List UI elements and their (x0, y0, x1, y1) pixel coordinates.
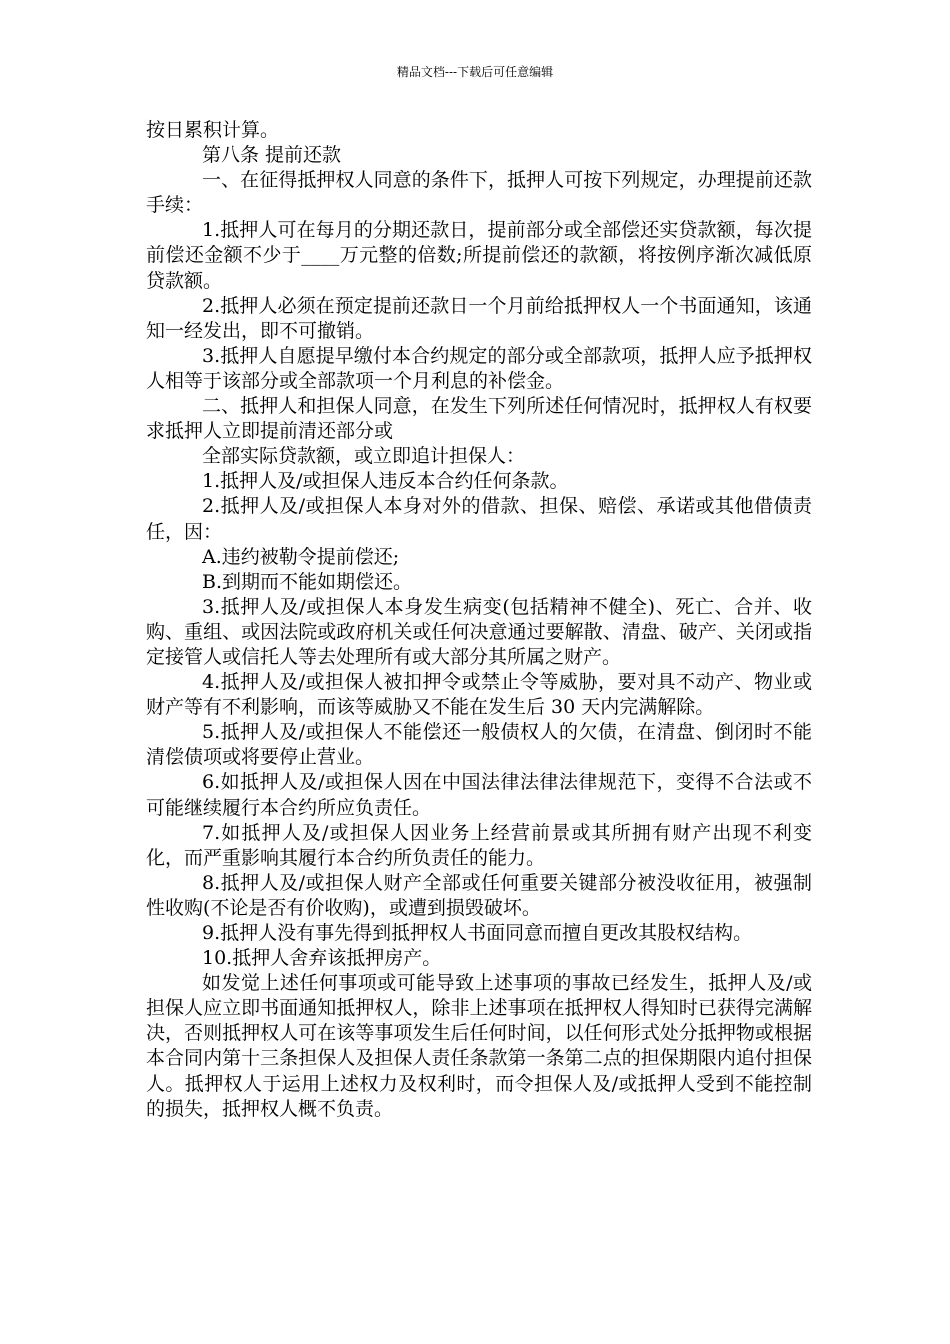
clause-2-item-9: 9.抵押人没有事先得到抵押权人书面同意而擅自更改其股权结构。 (202, 922, 753, 944)
clause-2-item-8: 8.抵押人及/或担保人财产全部或任何重要关键部分被没收征用，被强制性收购(不论是否有价收购)，或遭到损毁破坏。 (146, 871, 812, 919)
clause-1-item-1: 1.抵押人可在每月的分期还款日，提前部分或全部偿还实贷款额，每次提前偿还金额不少于____万元整的倍数;所提前偿还的款额，将按例序渐次减低原贷款额。 (146, 219, 812, 292)
clause-1-item-3: 3.抵押人自愿提早缴付本合约规定的部分或全部款项，抵押人应予抵押权人相等于该部分或全部款项一个月利息的补偿金。 (146, 344, 812, 392)
clause-2-item-4: 4.抵押人及/或担保人被扣押令或禁止令等威胁，要对具不动产、物业或财产等有不利影响，而该等威胁又不能在发生后 30 天内完满解除。 (146, 671, 812, 719)
clause-2-item-10: 10.抵押人舍弃该抵押房产。 (202, 947, 442, 970)
page-header: 精品文档---下载后可任意编辑 (396, 65, 554, 79)
clause-2-item-1: 1.抵押人及/或担保人违反本合约任何条款。 (202, 470, 569, 493)
document-body (146, 118, 812, 1122)
clause-2-heading-cont: 全部实际贷款额，或立即追计担保人： (202, 445, 526, 468)
clause-2-heading: 二、抵押人和担保人同意，在发生下列所述任何情况时，抵押权人有权要求抵押人立即提前清还部分或 (146, 395, 812, 443)
clause-2-item-5: 5.抵押人及/或担保人不能偿还一般债权人的欠债，在清盘、倒闭时不能清偿债项或将要停止营业。 (146, 721, 812, 769)
clause-2-item-3: 3.抵押人及/或担保人本身发生病变(包括精神不健全)、死亡、合并、收购、重组、或因法院或政府机关或任何决意通过要解散、清盘、破产、关闭或指定接管人或信托人等去处理所有或大部分其所属之财产。 (146, 595, 812, 668)
clause-2-item-6: 6.如抵押人及/或担保人因在中国法律法律法律规范下，变得不合法或不可能继续履行本合约所应负责任。 (146, 771, 812, 819)
clause-2-item-2-b: B.到期而不能如期偿还。 (202, 570, 413, 593)
clause-2-item-7: 7.如抵押人及/或担保人因业务上经营前景或其所拥有财产出现不利变化，而严重影响其履行本合约所负责任的能力。 (146, 821, 812, 869)
clause-2-item-2: 2.抵押人及/或担保人本身对外的借款、担保、赔偿、承诺或其他借债责任，因： (146, 495, 812, 543)
closing-paragraph: 如发觉上述任何事项或可能导致上述事项的事故已经发生，抵押人及/或担保人应立即书面通知抵押权人，除非上述事项在抵押权人得知时已获得完满解决，否则抵押权人可在该等事项发生后任何时间，以任何形式处分抵押物或根据本合同内第十三条担保人及担保人责任条款第一条第二点的担保期限内追付担保人。抵押权人于运用上述权力及权利时，而令担保人及/或抵押人受到不能控制的损失，抵押权人概不负责。 (146, 972, 812, 1120)
clause-1-heading: 一、在征得抵押权人同意的条件下，抵押人可按下列规定，办理提前还款手续： (146, 169, 812, 217)
paragraph-continuation: 按日累积计算。 (146, 119, 280, 141)
clause-1-item-2: 2.抵押人必须在预定提前还款日一个月前给抵押权人一个书面通知，该通知一经发出，即不可撤销。 (146, 294, 812, 342)
section-heading-article-8: 第八条 提前还款 (202, 144, 342, 167)
clause-2-item-2-a: A.违约被勒令提前偿还; (202, 545, 400, 568)
